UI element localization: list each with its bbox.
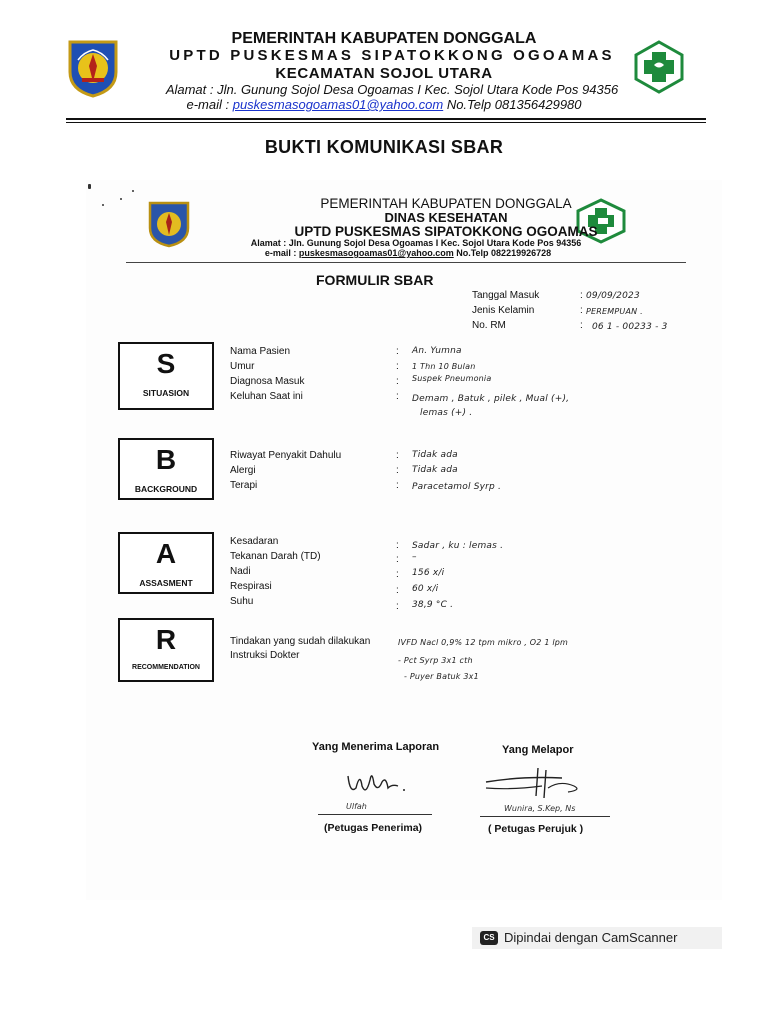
field-colon: : [396,569,399,580]
field-label-complaint: Keluhan Saat ini [230,391,303,402]
sbar-word: ASSASMENT [139,578,193,588]
form-letterhead-rule [126,262,686,263]
letterhead-district: KECAMATAN SOJOL UTARA [275,65,493,82]
reporter-role: ( Petugas Perujuk ) [488,823,584,835]
reporter-signature-line [480,816,610,817]
field-label-consciousness: Kesadaran [230,536,279,547]
sbar-letter: A [155,538,177,569]
field-value-complaint-line2: lemas (+) . [420,408,473,418]
field-label-diagnosis: Diagnosa Masuk [230,376,305,387]
form-letterhead-health-center: UPTD PUSKESMAS SIPATOKKONG OGOAMAS [294,224,598,239]
receiver-role: (Petugas Penerima) [324,822,423,834]
sbar-letter: B [155,444,177,475]
field-value-allergy: Tidak ada [412,465,458,475]
field-value-respiration: 60 x/i [412,584,439,594]
puskesmas-logo [632,40,686,94]
field-label-respiration: Respirasi [230,581,272,592]
field-value-pulse: 156 x/i [412,568,445,578]
field-value-therapy: Paracetamol Syrp . [412,482,502,492]
meta-value-date: 09/09/2023 [586,291,640,301]
scan-speck [132,190,134,192]
regency-emblem-icon [146,200,192,248]
document-title: BUKTI KOMUNIKASI SBAR [264,137,504,157]
field-label-allergy: Alergi [230,465,256,476]
receiver-signature-line [318,814,432,815]
field-value-blood-pressure: – [412,552,417,562]
meta-value-gender: PEREMPUAN . [586,307,643,316]
puskesmas-cross-icon [632,40,686,94]
field-label-blood-pressure: Tekanan Darah (TD) [230,551,321,562]
field-value-consciousness: Sadar , ku : lemas . [412,541,504,551]
field-colon: : [396,480,399,491]
scan-speck [102,204,104,206]
field-colon: : [396,554,399,565]
field-label-age: Umur [230,361,255,372]
reporter-title: Yang Melapor [502,744,574,756]
field-label-doctor-instruction: Instruksi Dokter [230,650,300,661]
letterhead-contact [0,97,768,112]
field-label-medical-history: Riwayat Penyakit Dahulu [230,450,342,461]
field-colon: : [396,601,399,612]
scan-speck [120,198,122,200]
meta-label-gender: Jenis Kelamin [472,305,535,316]
field-value-complaint: Demam , Batuk , pilek , Mual (+), [412,394,570,404]
field-value-temperature: 38,9 °C . [412,600,454,610]
email-label: e-mail : [186,97,233,112]
sbar-box-situation [118,342,214,410]
field-value-age: 1 Thn 10 Bulan [412,362,476,371]
form-regency-logo [146,200,192,248]
field-value-actions-taken: IVFD Nacl 0,9% 12 tpm mikro , O2 1 lpm [398,638,569,647]
form-title: FORMULIR SBAR [316,272,434,288]
field-label-pulse: Nadi [230,566,251,577]
meta-colon: : [580,305,583,316]
camscanner-watermark [472,927,722,949]
letterhead-health-center: UPTD PUSKESMAS SIPATOKKONG OGOAMAS [169,47,615,64]
field-label-patient-name: Nama Pasien [230,346,291,357]
reporter-name: Wunira, S.Kep, Ns [504,804,576,813]
field-colon: : [396,540,399,551]
sbar-box-recommendation [118,618,214,682]
signature-icon [482,766,594,802]
sbar-word: RECOMMENDATION [132,664,200,671]
receiver-signature [342,766,422,802]
meta-colon: : [580,290,583,301]
letterhead-rule-thick [66,118,706,120]
sbar-word: BACKGROUND [134,484,198,494]
sbar-box-assessment [118,532,214,594]
field-value-patient-name: An. Yumna [412,346,462,356]
sbar-letter: R [155,624,177,655]
field-colon: : [396,361,399,372]
form-letterhead-address: Alamat : Jln. Gunung Sojol Desa Ogoamas I Kec. Sojol Utara Kode Pos 94356 [250,238,582,248]
camscanner-icon: CS [480,931,498,945]
sbar-word: SITUASION [142,388,190,398]
letterhead-address: Alamat : Jln. Gunung Sojol Desa Ogoamas I Kec. Sojol Utara Kode Pos 94356 [165,82,619,97]
form-letterhead-contact [198,248,618,258]
field-value-doctor-instruction: - Pct Syrp 3x1 cth [398,656,473,665]
field-colon: : [396,346,399,357]
form-email-link[interactable]: puskesmasogoamas01@yahoo.com [298,248,454,258]
field-value-doctor-instruction-line2: - Puyer Batuk 3x1 [404,672,479,681]
signature-icon [342,766,422,802]
scanned-sbar-form [86,180,722,900]
sbar-letter: S [156,348,176,379]
form-letterhead-agency: DINAS KESEHATAN [384,210,508,225]
field-colon: : [396,585,399,596]
scan-speck [88,184,91,189]
meta-label-record-number: No. RM [472,320,506,331]
letterhead-government: PEMERINTAH KABUPATEN DONGGALA [231,30,537,47]
field-label-temperature: Suhu [230,596,254,607]
field-label-actions-taken: Tindakan yang sudah dilakukan [230,636,371,647]
field-colon: : [396,391,399,402]
receiver-name: Ulfah [346,802,367,811]
meta-value-record-number: 06 1 - 00233 - 3 [592,322,668,332]
letterhead-rule-thin [66,122,706,123]
field-value-diagnosis: Suspek Pneumonia [412,374,492,383]
meta-label-date: Tanggal Masuk [472,290,540,301]
field-colon: : [396,450,399,461]
sbar-box-background [118,438,214,500]
form-phone-text: No.Telp 082219926728 [453,248,552,258]
field-value-medical-history: Tidak ada [412,450,458,460]
receiver-title: Yang Menerima Laporan [312,741,440,753]
field-label-therapy: Terapi [230,480,258,491]
reporter-signature [482,766,594,802]
form-email-label: e-mail : [264,248,299,258]
camscanner-text: Dipindai dengan CamScanner [504,930,678,945]
meta-colon: : [580,320,583,331]
email-link[interactable]: puskesmasogoamas01@yahoo.com [232,97,444,112]
phone-text: No.Telp 081356429980 [443,97,582,112]
field-colon: : [396,376,399,387]
form-letterhead-government: PEMERINTAH KABUPATEN DONGGALA [320,196,572,211]
field-colon: : [396,465,399,476]
